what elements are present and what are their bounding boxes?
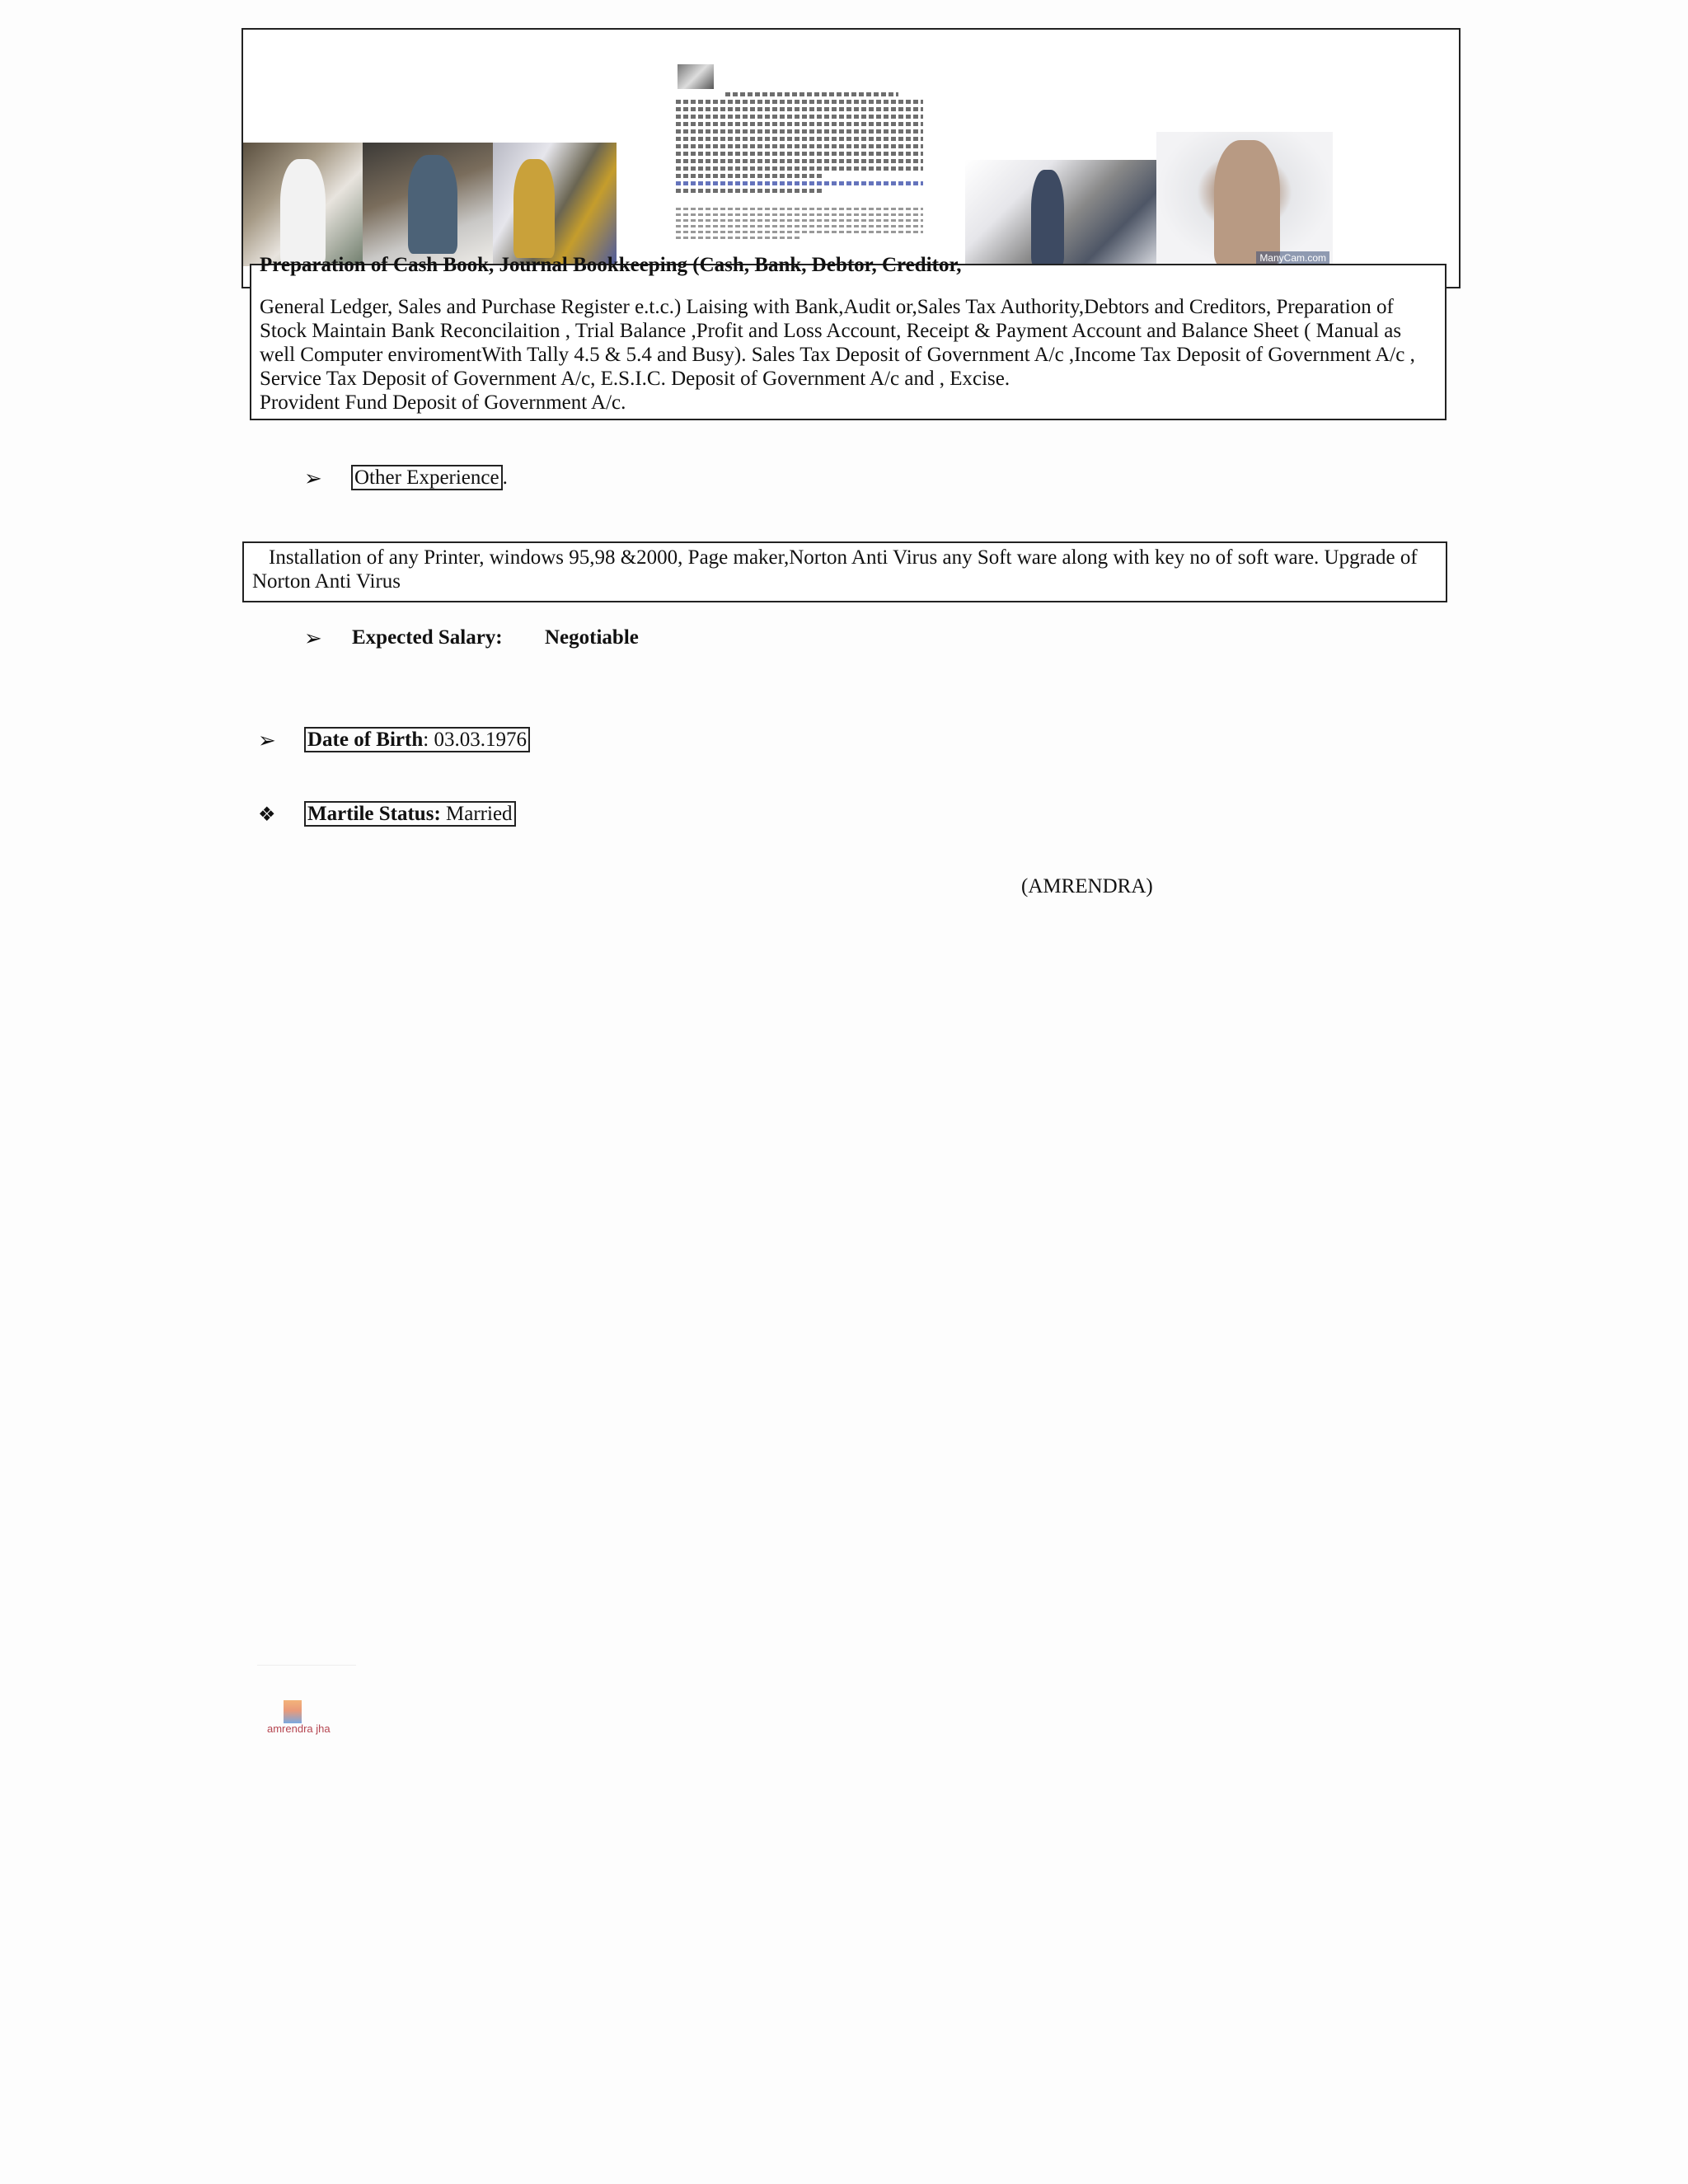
arrow-bullet-icon: ➢ [304,466,322,490]
webcam-portrait-photo [1156,132,1333,266]
marital-value: Married [440,803,513,825]
other-experience-period: . [502,466,508,489]
scanned-letter-image [668,56,931,272]
office-photo-3 [493,143,617,266]
marital-row [304,803,516,826]
experience-last-line: Provident Fund Deposit of Government A/c. [260,391,626,414]
arrow-bullet-icon: ➢ [304,626,322,650]
experience-body: General Ledger, Sales and Purchase Register e.t.c.) Laising with Bank,Audit or,Sales Tax Authority,Debtors and Creditors, Preparation of Stock Maintain Bank Reconcilaition , Trial Balance ,Profit and Loss Account, Receipt & Payment Account and Balance Sheet ( Manual as well Computer enviromentWith Tally 4.5 & 5.4 and Busy). Sales Tax Deposit of Government A/c ,Income Tax Deposit of Government A/c , Service Tax Deposit of Government A/c, E.S.I.C. Deposit of Government A/c and , Excise. [260,296,1415,390]
dob-row [304,729,530,752]
marital-bullet-wrap [258,803,276,827]
dob-value: : 03.03.1976 [423,729,527,751]
manycam-watermark: ManyCam.com [1256,251,1329,265]
marital-label: Martile Status: [307,803,441,825]
installation-box [242,541,1447,602]
office-photo-1 [243,143,363,266]
arrow-bullet-icon: ➢ [258,729,276,752]
dob-field [304,727,530,752]
avatar [284,1700,302,1723]
header-photo-strip [241,28,1461,288]
expected-salary-value: Negotiable [545,626,639,649]
expected-salary-bullet-wrap [304,626,322,651]
other-experience-heading: Other Experience [351,465,503,490]
experience-clipped-line: Preparation of Cash Book, Journal Bookkeeping (Cash, Bank, Debtor, Creditor, [260,254,962,276]
other-experience-row [304,466,322,491]
signature-name: (AMRENDRA) [1021,875,1153,898]
diamond-bullet-icon: ❖ [258,804,276,826]
avatar-name: amrendra jha [267,1722,331,1735]
office-photo-2 [363,143,493,266]
avatar-divider [257,1665,356,1666]
dob-bullet-wrap [258,729,276,753]
dob-label: Date of Birth [307,729,424,751]
expected-salary-label: Expected Salary: [352,626,503,649]
other-experience-heading-row [351,466,508,490]
office-photo-4 [965,160,1156,266]
installation-text: Installation of any Printer, windows 95,98 &2000, Page maker,Norton Anti Virus any Soft ware along with key no of soft ware. Upgrade of Norton Anti Virus [252,546,1418,593]
marital-field [304,801,516,827]
experience-text [260,295,1434,415]
